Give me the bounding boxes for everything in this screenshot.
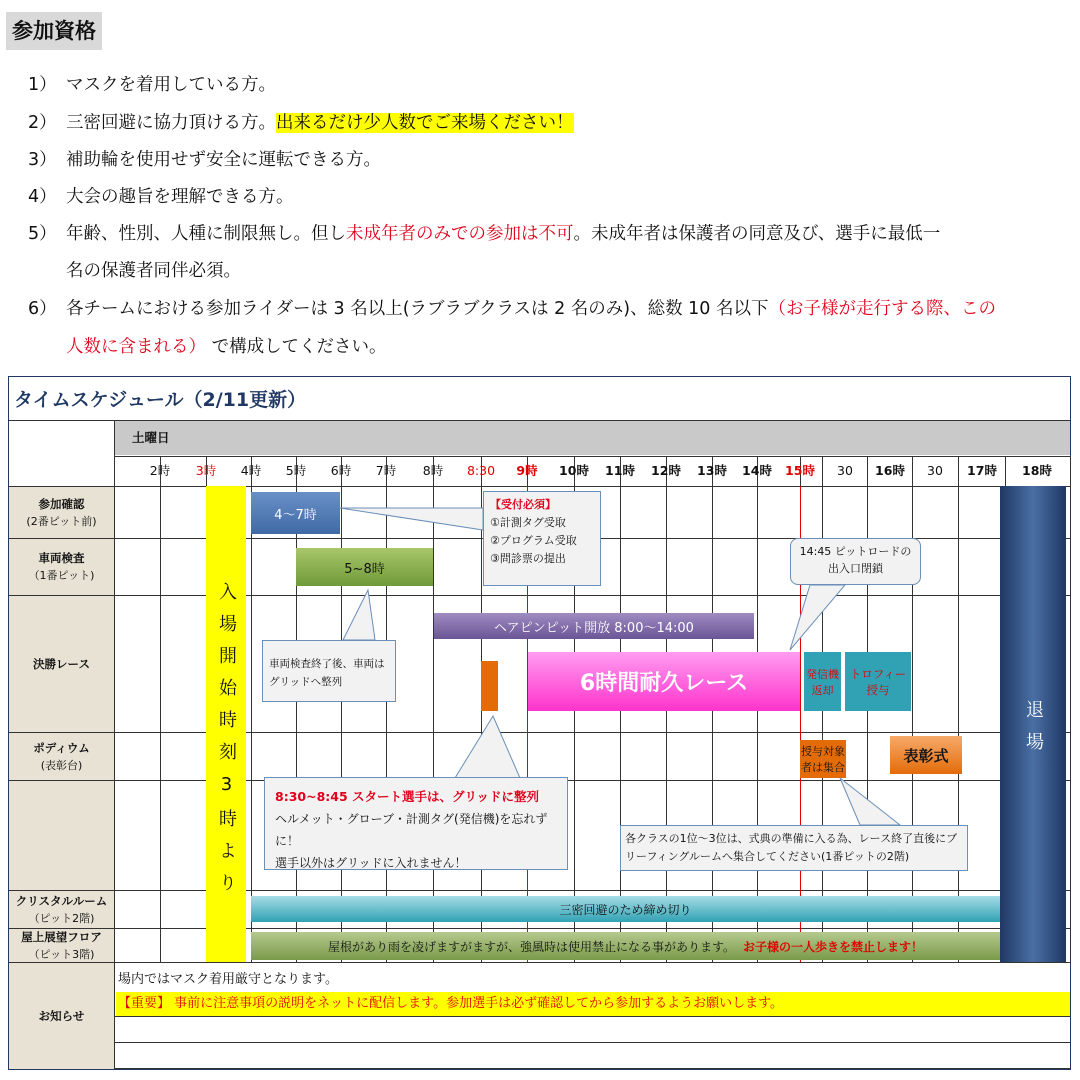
hour-label: 10時	[559, 463, 589, 478]
condition-text: 三密回避に協力頂ける方。	[66, 113, 276, 133]
hairpin-bar: ヘアピンピット開放 8:00～14:00	[434, 613, 754, 639]
trophy-bar: トロフィー授与	[845, 652, 911, 711]
row-label-sub: (表彰台)	[40, 758, 83, 772]
hour-label: 11時	[605, 463, 635, 478]
condition-text: （お子様が走行する際、この	[768, 299, 996, 319]
inspection-bar: 5~8時	[296, 548, 433, 586]
hour-label: 7時	[375, 463, 397, 478]
row-label-main: 決勝レース	[33, 657, 90, 671]
grid-hline	[9, 486, 1070, 487]
row-label	[9, 963, 114, 1069]
row-label-sub: (2番ピット前)	[26, 514, 97, 528]
inspection-note-callout	[262, 640, 396, 702]
condition-line	[28, 147, 381, 173]
entry-open-text: 入場開始時刻3時より	[216, 582, 237, 905]
condition-text: 年齢、性別、人種に制限無し。但し	[66, 224, 346, 244]
hour-label: 15時	[785, 463, 815, 478]
row-label	[9, 781, 114, 890]
rooftop-text: 屋根があり雨を凌げますがますが、強風時は使用禁止になる事があります。	[327, 939, 736, 954]
condition-number: 4）	[28, 187, 57, 207]
condition-line	[28, 221, 940, 247]
hour-label: 16時	[875, 463, 905, 478]
entry-open-band	[206, 486, 246, 962]
condition-text: 出来るだけ少人数でご来場ください！	[276, 113, 574, 133]
reception-title: 【受付必須】	[490, 498, 556, 511]
podium-note-callout	[620, 825, 968, 871]
hour-label: 3時	[195, 463, 217, 478]
row-label-sub: （ピット3階)	[28, 947, 95, 961]
condition-text: 名の保護者同伴必須。	[66, 261, 241, 281]
transponder-bar: 発信機返却	[804, 652, 841, 711]
grid-hline	[114, 1042, 1070, 1043]
condition-text: 大会の趣旨を理解できる方。	[66, 187, 294, 207]
hour-label: 6時	[330, 463, 352, 478]
grid-hline	[9, 962, 1070, 963]
grid-hline	[114, 1016, 1070, 1017]
hour-label: 9時	[516, 463, 538, 478]
row-label-sub: （ピット2階)	[28, 911, 95, 925]
grid-vline	[433, 456, 434, 962]
grid-hline	[114, 456, 1070, 457]
notice-1: 場内ではマスク着用厳守となります。	[118, 972, 338, 987]
hour-label: 18時	[1022, 463, 1052, 478]
condition-line	[28, 258, 241, 284]
schedule-title: タイムスケジュール（2/11更新）	[14, 389, 307, 411]
reception-item: ②プログラム受取	[490, 534, 577, 547]
condition-text: マスクを着用している方。	[66, 75, 276, 95]
condition-text: 人数に含まれる）	[66, 337, 206, 357]
hour-label: 8:30	[466, 463, 496, 478]
condition-text: 未成年者のみでの参加は不可	[346, 224, 574, 244]
condition-text: 補助輪を使用せず安全に運転できる方。	[66, 150, 381, 170]
pitroad-line: 14:45 ピットロードの	[799, 545, 912, 558]
condition-number: 1）	[28, 75, 57, 95]
hour-label: 2時	[149, 463, 171, 478]
row-label-main: 参加確認	[38, 496, 85, 511]
condition-text: 各チームにおける参加ライダーは 3 名以上(ラブラブクラスは 2 名のみ)、総数 10 名以下	[66, 299, 769, 319]
grid-callout	[264, 777, 568, 870]
condition-number: 3）	[28, 150, 57, 170]
row-label	[9, 596, 114, 732]
row-label-sub: （1番ピット)	[28, 569, 95, 582]
day-header: 土曜日	[114, 420, 1070, 455]
hour-label: 5時	[285, 463, 307, 478]
condition-number: 2）	[28, 113, 57, 133]
header-corner	[9, 421, 114, 486]
row-label-main: お知らせ	[38, 1009, 85, 1023]
crystal-bar: 三密回避のため締め切り	[251, 896, 1000, 922]
notice-2: 【重要】 事前に注意事項の説明をネットに配信します。参加選手は必ず確認してから参加するようお願いします。	[116, 992, 1070, 1016]
grid-line: ヘルメット・グローブ・計測タグ(発信機)を忘れずに！	[275, 812, 548, 848]
condition-line	[28, 184, 294, 210]
row-label-main: ポディウム	[33, 740, 90, 755]
grid-marker-bar	[481, 661, 498, 711]
condition-text: 。未成年者は保護者の同意及び、選手に最低一	[573, 224, 941, 244]
condition-number: 5）	[28, 224, 57, 244]
reception-callout	[483, 491, 601, 586]
reception-item: ③問診票の提出	[490, 552, 566, 565]
condition-text: で構成してください。	[206, 337, 387, 357]
hour-label: 13時	[697, 463, 727, 478]
grid-vline	[160, 456, 161, 962]
inspection-note-line: 車両検査終了後、車両は	[269, 658, 385, 670]
hour-label: 17時	[967, 463, 997, 478]
pitroad-callout	[790, 538, 921, 585]
hour-label: 30	[927, 463, 943, 478]
row-label-main: 屋上展望フロア	[21, 929, 102, 944]
row-label-main: クリスタルルーム	[15, 893, 108, 908]
grid-vline	[1070, 456, 1071, 962]
label-col-border	[114, 420, 115, 1070]
hour-label: 4時	[240, 463, 262, 478]
rooftop-bar	[251, 932, 1000, 960]
ceremony-bar: 表彰式	[890, 736, 962, 774]
hour-label: 14時	[742, 463, 772, 478]
podium-note-line: リーフィングルームへ集合してください(1番ピットの2階)	[625, 850, 910, 863]
section-heading: 参加資格	[6, 12, 102, 50]
hour-label: 8時	[422, 463, 444, 478]
reception-item: ①計測タグ受取	[490, 516, 566, 529]
podium-note-line: 各クラスの1位～3位は、式典の準備に入る為、レース終了直後にブ	[625, 832, 958, 845]
grid-line: 選手以外はグリッドに入れません！	[275, 856, 467, 870]
condition-line	[28, 296, 996, 322]
grid-hline	[9, 732, 1070, 733]
race-bar: 6時間耐久レース	[528, 652, 800, 711]
grid-vline	[341, 456, 342, 962]
hour-label: 12時	[651, 463, 681, 478]
grid-hline	[9, 1068, 1070, 1069]
grid-vline	[386, 456, 387, 962]
pitroad-line: 出入口閉鎖	[828, 562, 883, 575]
grid-hline	[9, 595, 1070, 596]
condition-number: 6）	[28, 299, 57, 319]
condition-line	[28, 72, 276, 98]
inspection-note-line: グリッドへ整列	[269, 676, 343, 688]
exit-band	[1000, 486, 1066, 962]
row-label	[9, 733, 114, 780]
condition-line	[28, 334, 387, 360]
row-label	[9, 539, 114, 595]
row-label	[9, 891, 114, 928]
exit-text: 退場	[1023, 700, 1044, 764]
hour-label: 30	[837, 463, 853, 478]
row-label-main: 車両検査	[38, 551, 85, 565]
grid-vline	[958, 456, 959, 962]
grid-hline	[9, 928, 1070, 929]
row-label	[9, 487, 114, 538]
row-label	[9, 929, 114, 962]
podium-gather-bar: 授与対象者は集合	[800, 740, 846, 778]
condition-line	[28, 110, 574, 136]
rooftop-red-text: お子様の一人歩きを禁止します！	[743, 939, 924, 954]
grid-vline	[912, 456, 913, 962]
grid-hline	[9, 890, 1070, 891]
grid-title: 8:30~8:45 スタート選手は、グリッドに整列	[275, 789, 540, 804]
check-in-bar: 4～7時	[251, 492, 340, 534]
grid-hline	[9, 420, 1070, 421]
